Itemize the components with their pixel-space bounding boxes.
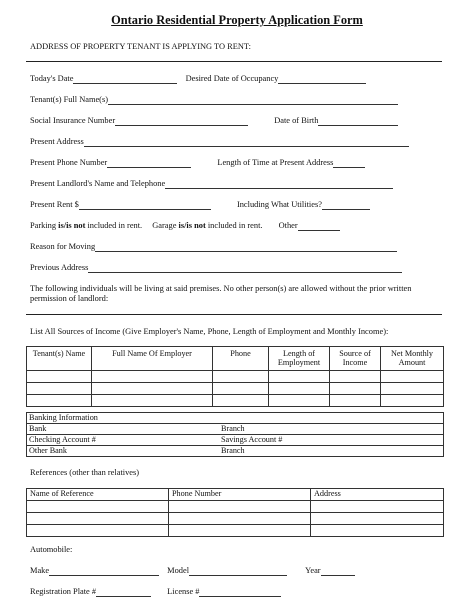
parking-label: Parking xyxy=(30,221,59,230)
income-col-length: Length of Employment xyxy=(269,347,330,371)
references-table xyxy=(26,488,444,537)
sin-label: Social Insurance Number xyxy=(30,116,116,125)
income-col-employer: Full Name Of Employer xyxy=(92,347,213,371)
other-field[interactable] xyxy=(298,222,340,231)
dob-field[interactable] xyxy=(318,117,398,126)
landlord-field[interactable] xyxy=(165,180,393,189)
utilities-field[interactable] xyxy=(322,201,370,210)
other-label: Other xyxy=(278,221,298,230)
savings-label[interactable]: Savings Account # xyxy=(221,435,283,444)
landlord-label: Present Landlord's Name and Telephone xyxy=(30,179,166,188)
todays-date-field[interactable] xyxy=(73,75,177,84)
reason-moving-field[interactable] xyxy=(95,243,397,252)
row-tenant-names xyxy=(30,95,398,105)
ref-col-address: Address xyxy=(311,489,444,501)
automobile-heading: Automobile: xyxy=(30,545,73,554)
ref-col-phone: Phone Number xyxy=(169,489,311,501)
garage-included-label: included in rent. xyxy=(205,221,263,230)
occupancy-statement: The following individuals will be living at said premises. No other person(s) are allowed without the prior written permission of landlord: xyxy=(30,284,412,304)
reason-moving-label: Reason for Moving xyxy=(30,242,96,251)
property-address-label: ADDRESS OF PROPERTY TENANT IS APPLYING TO RENT: xyxy=(30,42,251,51)
divider xyxy=(26,314,442,315)
tenant-names-field[interactable] xyxy=(108,96,398,105)
year-field[interactable] xyxy=(321,567,355,576)
parking-included-label: included in rent. xyxy=(85,221,143,230)
present-address-field[interactable] xyxy=(84,138,409,147)
income-heading: List All Sources of Income (Give Employer's Name, Phone, Length of Employment and Monthly Income): xyxy=(30,327,389,336)
license-label: License # xyxy=(167,587,200,596)
sin-field[interactable] xyxy=(115,117,248,126)
income-col-phone: Phone xyxy=(213,347,269,371)
desired-date-field[interactable] xyxy=(278,75,366,84)
dob-label: Date of Birth xyxy=(274,116,319,125)
row-auto xyxy=(30,566,355,576)
plate-field[interactable] xyxy=(96,588,151,597)
present-phone-field[interactable] xyxy=(107,159,191,168)
todays-date-label: Today's Date xyxy=(30,74,74,83)
form-title: Ontario Residential Property Application Form xyxy=(111,13,363,27)
previous-address-label: Previous Address xyxy=(30,263,89,272)
branch2-label[interactable]: Branch xyxy=(221,446,245,455)
length-time-label: Length of Time at Present Address xyxy=(217,158,334,167)
year-label: Year xyxy=(305,566,321,575)
row-rent xyxy=(30,200,370,210)
garage-label: Garage xyxy=(152,221,179,230)
present-rent-label: Present Rent $ xyxy=(30,200,79,209)
license-field[interactable] xyxy=(199,588,281,597)
garage-is-is-not[interactable]: is/is not xyxy=(178,221,206,230)
parking-is-is-not[interactable]: is/is not xyxy=(58,221,86,230)
table-row xyxy=(27,525,444,537)
utilities-label: Including What Utilities? xyxy=(236,200,322,209)
income-col-amount: Net Monthly Amount xyxy=(381,347,444,371)
length-time-field[interactable] xyxy=(333,159,365,168)
row-sin xyxy=(30,116,398,126)
model-label: Model xyxy=(167,566,190,575)
row-dates xyxy=(30,74,366,84)
other-bank-label[interactable]: Other Bank xyxy=(29,446,67,455)
income-col-tenant: Tenant(s) Name xyxy=(27,347,92,371)
table-row xyxy=(27,501,444,513)
branch-label[interactable]: Branch xyxy=(221,424,245,433)
present-address-label: Present Address xyxy=(30,137,84,146)
make-field[interactable] xyxy=(49,567,159,576)
divider xyxy=(26,61,442,62)
banking-table xyxy=(26,412,444,457)
row-present-address xyxy=(30,137,409,147)
row-landlord xyxy=(30,179,393,189)
row-phone xyxy=(30,158,365,168)
tenant-names-label: Tenant(s) Full Name(s) xyxy=(30,95,109,104)
row-plate xyxy=(30,587,281,597)
present-phone-label: Present Phone Number xyxy=(30,158,108,167)
banking-heading: Banking Information xyxy=(29,413,98,422)
table-row xyxy=(27,513,444,525)
references-heading: References (other than relatives) xyxy=(30,468,140,477)
plate-label: Registration Plate # xyxy=(30,587,97,596)
desired-date-label: Desired Date of Occupancy xyxy=(185,74,279,83)
income-col-source: Source of Income xyxy=(330,347,381,371)
table-row xyxy=(27,371,444,383)
row-parking xyxy=(30,221,340,231)
ref-col-name: Name of Reference xyxy=(27,489,169,501)
checking-label[interactable]: Checking Account # xyxy=(29,435,96,444)
bank-label[interactable]: Bank xyxy=(29,424,47,433)
row-reason xyxy=(30,242,397,252)
row-previous-address xyxy=(30,263,402,273)
table-row xyxy=(27,383,444,395)
present-rent-field[interactable] xyxy=(79,201,211,210)
previous-address-field[interactable] xyxy=(88,264,402,273)
table-row xyxy=(27,395,444,407)
income-table xyxy=(26,346,444,407)
make-label: Make xyxy=(30,566,50,575)
model-field[interactable] xyxy=(189,567,287,576)
